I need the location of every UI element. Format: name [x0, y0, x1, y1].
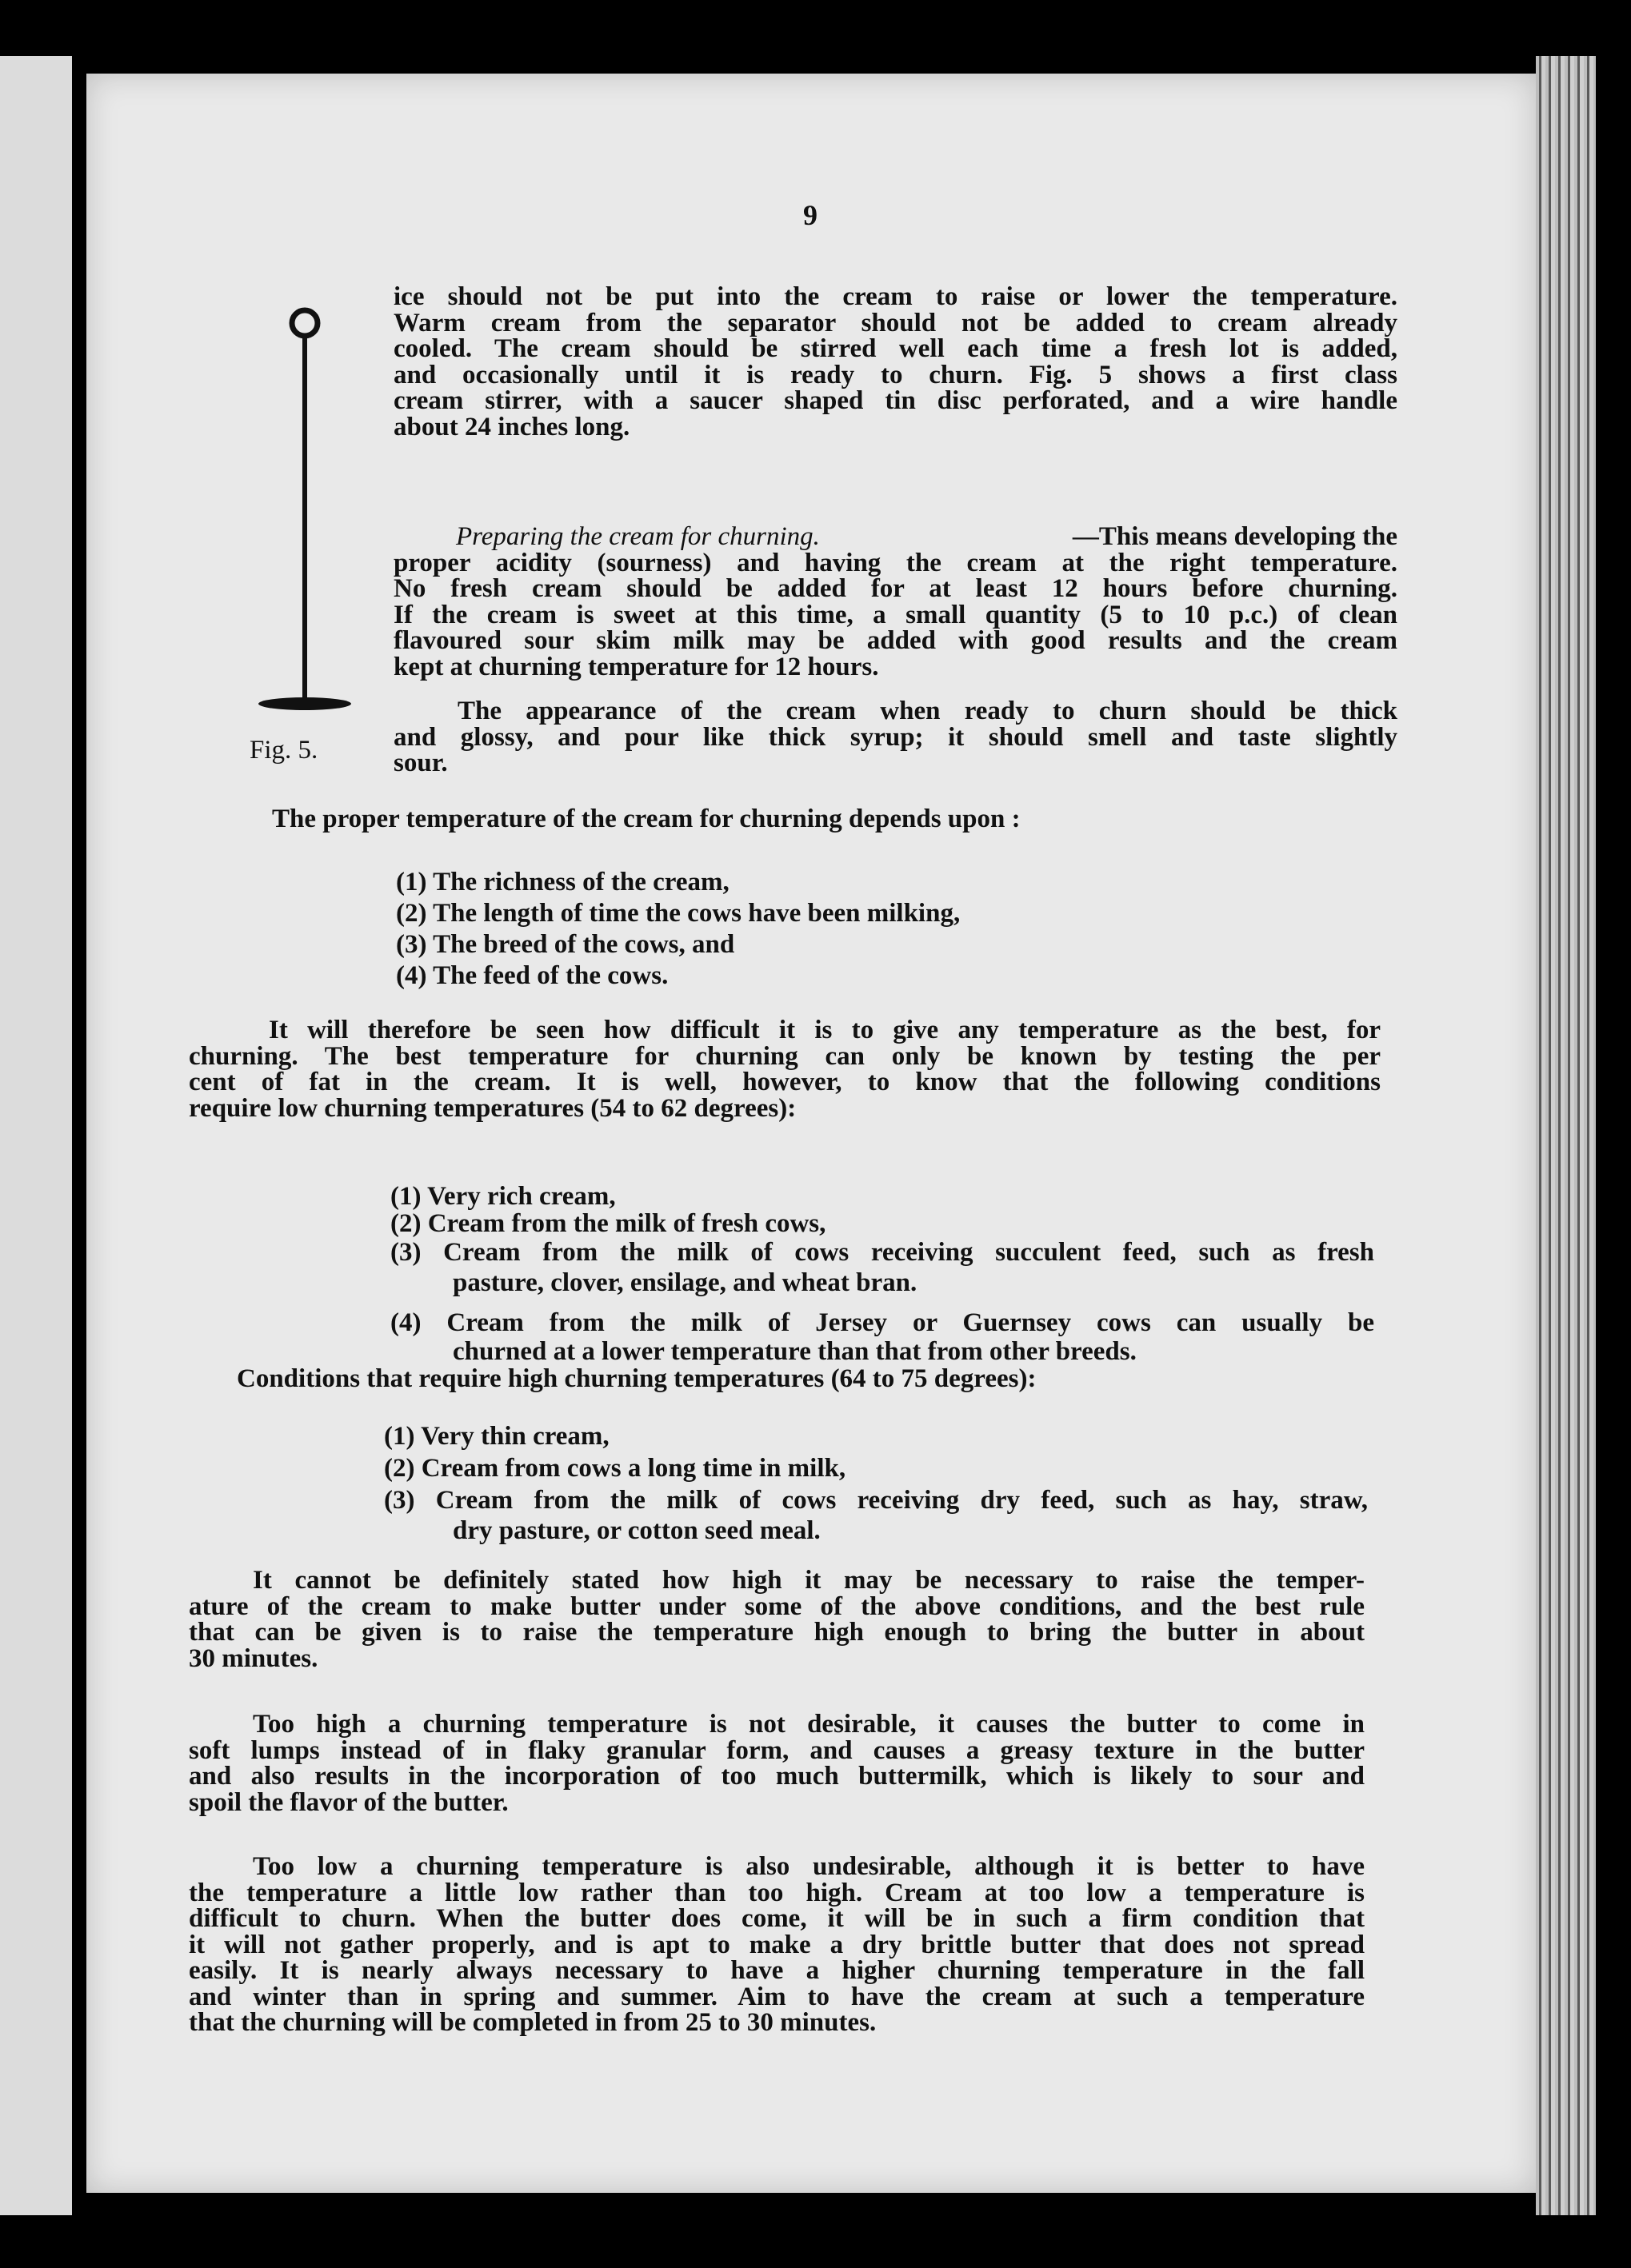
text-line: No fresh cream should be added for at least 12 hours before churning.	[394, 574, 1397, 603]
text-line: churning. The best temperature for churning can only be known by testing the per	[189, 1041, 1381, 1071]
low-item-3-cont: pasture, clover, ensilage, and wheat bran.	[453, 1268, 917, 1297]
text-line: and glossy, and pour like thick syrup; it should smell and taste slightly	[394, 722, 1397, 752]
text-line: soft lumps instead of in flaky granular form, and causes a greasy texture in the butter	[189, 1735, 1365, 1765]
text-line: The appearance of the cream when ready to churn should be thick	[458, 697, 1397, 725]
text-line: It will therefore be seen how difficult it is to give any temperature as the best, for	[269, 1016, 1381, 1044]
heading-continuation: —This means developing the	[1072, 522, 1397, 551]
page-number: 9	[803, 199, 817, 231]
heading-line	[394, 524, 1397, 550]
text-line: the temperature a little low rather than too high. Cream at too low a temperature is	[189, 1878, 1365, 1907]
text-line: Too high a churning temperature is not desirable, it causes the butter to come in	[253, 1710, 1365, 1739]
text-line: 30 minutes.	[189, 1643, 318, 1673]
high-item-3-cont: dry pasture, or cotton seed meal.	[453, 1516, 821, 1545]
text-line: ature of the cream to make butter under some of the above conditions, and the best rule	[189, 1591, 1365, 1621]
text-line: kept at churning temperature for 12 hours.	[394, 652, 879, 681]
figure-caption: Fig. 5.	[250, 736, 318, 765]
paragraph-therefore	[189, 1017, 1381, 1121]
high-intro: Conditions that require high churning temperatures (64 to 75 degrees):	[237, 1364, 1037, 1393]
depends-item-4: (4) The feed of the cows.	[396, 961, 669, 990]
text-line: sour.	[394, 749, 448, 777]
text-line: cent of fat in the cream. It is well, however, to know that the following conditions	[189, 1068, 1381, 1096]
text-line: about 24 inches long.	[394, 412, 630, 441]
high-item-1: (1) Very thin cream,	[384, 1422, 610, 1451]
paragraph-appearance	[394, 698, 1397, 777]
text-line: and also results in the incorporation of too much buttermilk, which is likely to sour and	[189, 1762, 1365, 1791]
depends-item-1: (1) The richness of the cream,	[396, 868, 730, 896]
text-line: It cannot be definitely stated how high it may be necessary to raise the temper-	[253, 1566, 1365, 1595]
text-line: require low churning temperatures (54 to 62 degrees):	[189, 1093, 797, 1123]
text-line: and winter than in spring and summer. Aim to have the cream at such a temperature	[189, 1982, 1365, 2011]
high-item-3: (3) Cream from the milk of cows receiving dry feed, such as hay, straw,	[384, 1486, 1368, 1515]
text-line: it will not gather properly, and is apt to make a dry brittle butter that does not spread	[189, 1930, 1365, 1959]
text-line: that the churning will be completed in from 25 to 30 minutes.	[189, 2008, 877, 2037]
text-line: Warm cream from the separator should not be added to cream already	[394, 308, 1397, 337]
left-page-edge	[0, 56, 72, 2215]
section-heading: Preparing the cream for churning.	[456, 522, 820, 551]
text-line: that can be given is to raise the temperature high enough to bring the butter in about	[189, 1618, 1365, 1647]
cream-stirrer-illustration	[253, 304, 357, 720]
depends-item-2: (2) The length of time the cows have been milking,	[396, 899, 961, 928]
text-line: ice should not be put into the cream to raise or lower the temperature.	[394, 282, 1397, 311]
low-item-4-cont: churned at a lower temperature than that from other breeds.	[453, 1337, 1137, 1366]
text-line: spoil the flavor of the butter.	[189, 1787, 509, 1817]
text-line: proper acidity (sourness) and having the cream at the right temperature.	[394, 548, 1397, 577]
text-line: cream stirrer, with a saucer shaped tin disc perforated, and a wire handle	[394, 386, 1397, 415]
paragraph-ice	[394, 284, 1397, 440]
paragraph-preparing	[394, 524, 1397, 680]
low-item-4: (4) Cream from the milk of Jersey or Guernsey cows can usually be	[390, 1308, 1374, 1337]
low-item-1: (1) Very rich cream,	[390, 1182, 616, 1211]
text-line: flavoured sour skim milk may be added with good results and the cream	[394, 626, 1397, 655]
text-line: and occasionally until it is ready to churn. Fig. 5 shows a first class	[394, 360, 1397, 389]
high-item-2: (2) Cream from cows a long time in milk,	[384, 1454, 846, 1483]
text-line: difficult to churn. When the butter does come, it will be in such a firm condition that	[189, 1904, 1365, 1933]
paragraph-too-low	[189, 1854, 1365, 2036]
depends-item-3: (3) The breed of the cows, and	[396, 930, 735, 959]
depends-intro: The proper temperature of the cream for churning depends upon :	[272, 805, 1021, 833]
text-line: easily. It is nearly always necessary to have a higher churning temperature in the fall	[189, 1956, 1365, 1985]
book-spine-edge	[1536, 56, 1596, 2215]
text-line: Too low a churning temperature is also undesirable, although it is better to have	[253, 1852, 1365, 1881]
low-item-3: (3) Cream from the milk of cows receiving succulent feed, such as fresh	[390, 1238, 1374, 1267]
low-item-2: (2) Cream from the milk of fresh cows,	[390, 1209, 826, 1238]
paragraph-cannot	[189, 1567, 1365, 1671]
text-line: If the cream is sweet at this time, a small quantity (5 to 10 p.c.) of clean	[394, 600, 1397, 629]
text-line: cooled. The cream should be stirred well each time a fresh lot is added,	[394, 334, 1397, 363]
paragraph-too-high	[189, 1711, 1365, 1815]
